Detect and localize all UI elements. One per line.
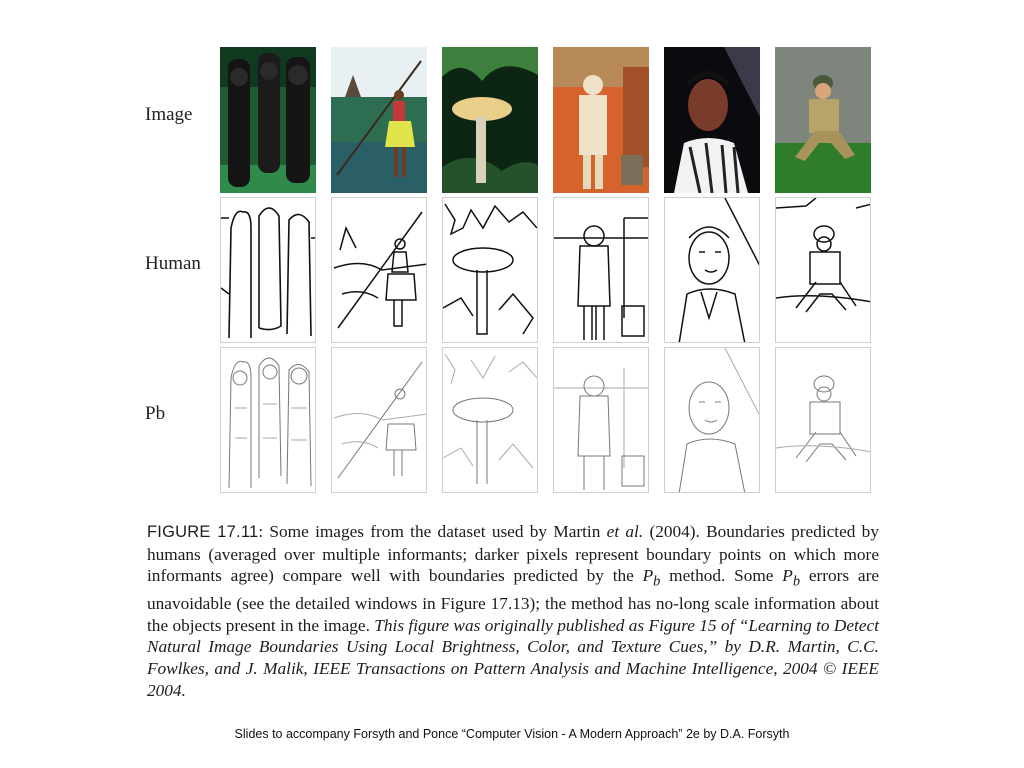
caption-text-1: : Some images from the dataset used by Martin	[258, 522, 607, 541]
photo-woman-pole	[331, 47, 427, 193]
human-boundary-woman	[331, 197, 427, 343]
photo-market-man	[553, 47, 649, 193]
figure-label: FIGURE 17.11	[147, 523, 259, 541]
slide-footer: Slides to accompany Forsyth and Ponce “Computer Vision - A Modern Approach” 2e by D.A. Forsyth	[234, 727, 790, 741]
pb-subscript-2: b	[792, 573, 801, 590]
pb-boundary-portrait	[664, 347, 760, 493]
photo-statues	[220, 47, 316, 193]
pb-symbol-2: P	[782, 566, 793, 586]
pb-symbol: P	[642, 566, 654, 586]
pb-boundary-soldier	[775, 347, 871, 493]
photo-mushroom	[442, 47, 538, 193]
caption-citation: This figure was originally published as Figure 15 of “Learning to Detect Natural Image Boundaries Using Local Brightness, Color, and Texture Cues,” by D.R. Martin, C.C. Fowlkes, and J. Malik, IEEE Transactions on Pattern Analysis and Machine Intelligence, 2004 © IEEE 2004.	[147, 615, 879, 700]
pb-boundary-woman	[331, 347, 427, 493]
caption-etal: et al.	[606, 522, 644, 541]
human-boundary-mushroom	[442, 197, 538, 343]
photo-soldier	[775, 47, 871, 193]
row-label-image: Image	[145, 104, 193, 125]
pb-boundary-market	[553, 347, 649, 493]
row-label-pb: Pb	[145, 403, 166, 424]
human-boundary-statues	[220, 197, 316, 343]
row-label-human: Human	[145, 253, 201, 274]
human-boundary-market	[553, 197, 649, 343]
caption-text-2: (2004). Boundaries predicted by humans (averaged over multiple informants; darker pixels represent boundary points on which more informants agree) compare well with boundaries predicted by the	[147, 522, 879, 586]
figure-caption	[147, 521, 879, 701]
human-boundary-soldier	[775, 197, 871, 343]
pb-subscript: b	[653, 573, 661, 590]
photo-portrait	[664, 47, 760, 193]
caption-text-3: method. Some	[660, 566, 783, 586]
human-boundary-portrait	[664, 197, 760, 343]
pb-boundary-statues	[220, 347, 316, 493]
pb-boundary-mushroom	[442, 347, 538, 493]
caption-text-4: errors are unavoidable (see the detailed windows in Figure 17.13); the method has no-long scale information about the objects present in the image.	[147, 566, 880, 635]
